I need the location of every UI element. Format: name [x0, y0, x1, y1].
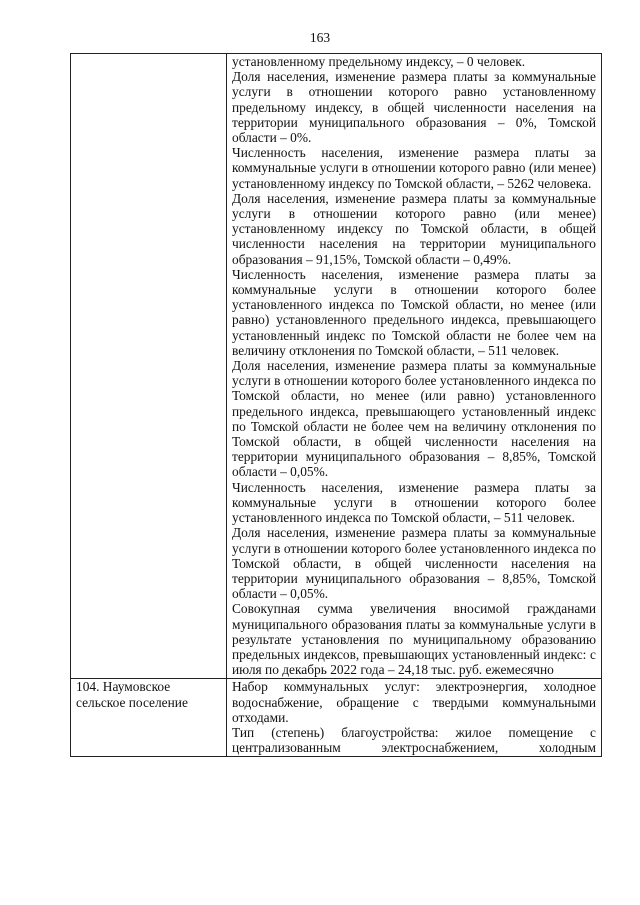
indicators-cell [227, 54, 602, 679]
municipality-name-cell [71, 679, 227, 757]
indicator-paragraph: Набор коммунальных услуг: электроэнергия, холодное водоснабжение, обращение с твердыми коммунальными отходами. [232, 679, 596, 725]
municipality-name-cell [71, 54, 227, 679]
indicator-paragraph: Численность населения, изменение размера платы за коммунальные услуги в отношении которого равно (или менее) установленному индексу по Томской области, – 5262 человека. [232, 145, 596, 191]
indicator-paragraph: Доля населения, изменение размера платы за коммунальные услуги в отношении которого равно (или менее) установленному индексу по Томской области, в общей численности населения на территории муниципального образования – 91,15%, Томской области – 0,49%. [232, 190, 596, 267]
indicator-paragraph: Тип (степень) благоустройства: жилое помещение с централизованным электроснабжением, холодным [232, 724, 596, 756]
indicators-cell [227, 679, 602, 757]
indicator-paragraph: Доля населения, изменение размера платы за коммунальные услуги в отношении которого более установленного индекса по Томской области, но менее (или равно) установленного предельного индекса, превышающего установленный индекс по Томской области не более чем на величину отклонения по Томской области, в общей численности населения на территории муниципального образования – 8,85%, Томской области – 0,05%. [232, 358, 596, 480]
indicator-paragraph: установленному предельному индексу, – 0 человек. [232, 54, 526, 69]
indicator-paragraph: Совокупная сумма увеличения вносимой гражданами муниципального образования платы за коммунальные услуги в результате установления по муниципальному образованию предельных индексов, превышающих установленный индекс: с июля по декабрь 2022 года – 24,18 тыс. руб. ежемесячно [232, 601, 596, 678]
indicator-paragraph: Численность населения, изменение размера платы за коммунальные услуги в отношении которого более установленного индекса по Томской области, – 511 человек. [232, 479, 596, 526]
table-row-continuation [71, 54, 602, 679]
municipality-table [70, 53, 602, 757]
municipality-name: 104. Наумовское сельское поселение [76, 679, 188, 710]
indicator-paragraph: Доля населения, изменение размера платы за коммунальные услуги в отношении которого более установленного индекса по Томской области, в общей численности населения на территории муниципального образования – 8,85%, Томской области – 0,05%. [232, 525, 596, 602]
indicator-paragraph: Доля населения, изменение размера платы за коммунальные услуги в отношении которого равно установленному предельному индексу, в общей численности населения на территории муниципального образования – 0%, Томской области – 0%. [232, 69, 596, 146]
page-number: 163 [309, 30, 331, 45]
indicator-paragraph: Численность населения, изменение размера платы за коммунальные услуги в отношении которого более установленного индекса по Томской области, но менее (или равно) установленного предельного индекса, превышающего установленный индекс по Томской области не более чем на величину отклонения по Томской области, – 511 человек. [232, 266, 596, 358]
table-row-naumovskoe [71, 679, 602, 757]
